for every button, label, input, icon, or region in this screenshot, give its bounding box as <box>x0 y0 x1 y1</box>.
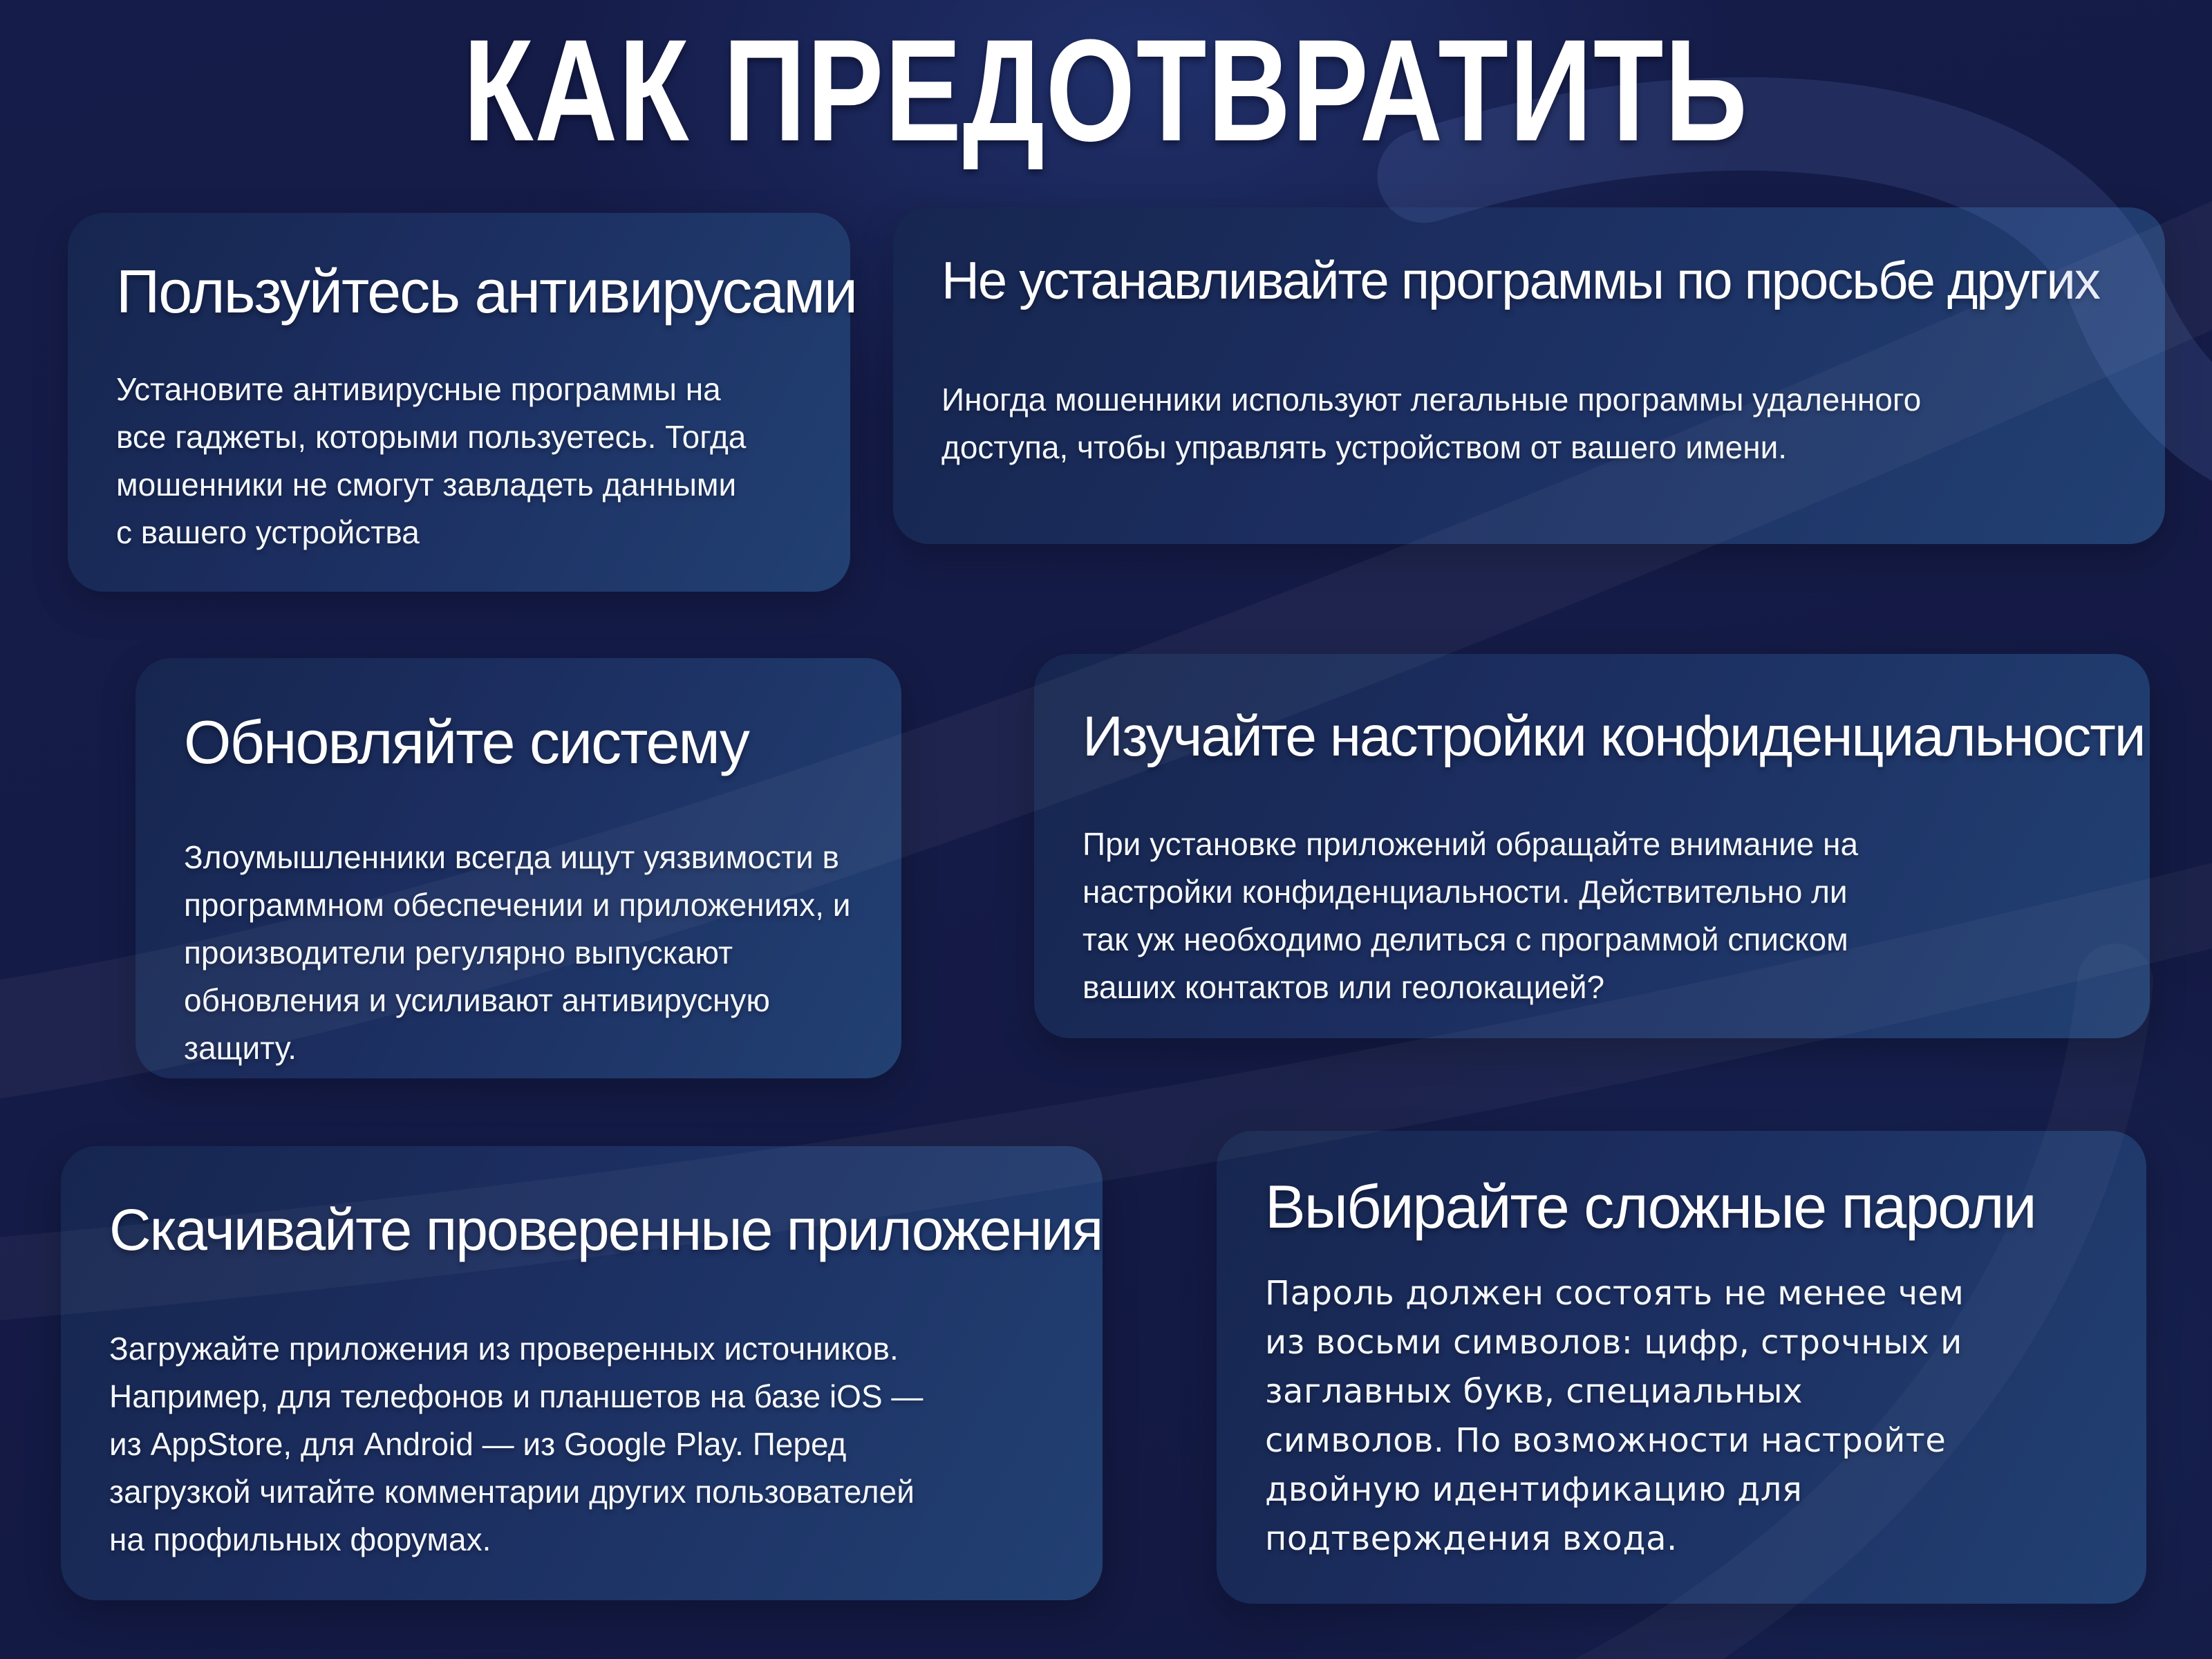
card-update-system <box>135 658 901 1078</box>
card-title: Скачивайте проверенные приложения <box>109 1197 1103 1262</box>
card-use-antivirus <box>68 213 856 592</box>
card-verified-apps <box>61 1146 1103 1600</box>
card-title: Не устанавливайте программы по просьбе других <box>941 252 2099 310</box>
card-title: Изучайте настройки конфиденциальности <box>1082 705 2145 768</box>
card-body: Загружайте приложения из проверенных источников. Например, для телефонов и планшетов на базе iOS — из AppStore, для Android — из Google Play. Перед загрузкой читайте комментарии других пользователей на профильных форумах. <box>109 1331 924 1558</box>
card-no-remote-programs <box>893 207 2165 544</box>
card-title: Выбирайте сложные пароли <box>1265 1172 2036 1241</box>
card-body: Установите антивирусные программы на все гаджеты, которыми пользуетесь. Тогда мошенники не смогут завладеть данными с вашего устройства <box>116 371 747 550</box>
card-body: При установке приложений обращайте внимание на настройки конфиденциальности. Действительно ли так уж необходимо делиться с программой списком ваших контактов или геолокацией? <box>1082 825 1859 1005</box>
card-title: Пользуйтесь антивирусами <box>116 257 856 326</box>
card-body: Злоумышленники всегда ищут уязвимости в программном обеспечении и приложениях, и производители регулярно выпускают обновления и усиливают антивирусную защиту. <box>184 838 851 1066</box>
card-title: Обновляйте систему <box>184 708 749 776</box>
card-body: Иногда мошенники используют легальные программы удаленного доступа, чтобы управлять устройством от вашего имени. <box>941 381 1922 465</box>
page-title-text: КАК ПРЕДОТВРАТИТЬ <box>463 9 1749 171</box>
card-body: Пароль должен состоять не менее чем из восьми символов: цифр, строчных и заглавных букв, специальных символов. По возможности настройте двойную идентификацию для подтверждения входа. <box>1265 1273 1965 1558</box>
card-strong-passwords <box>1217 1131 2146 1604</box>
card-privacy-settings <box>1034 654 2150 1038</box>
page-title <box>0 9 2212 171</box>
